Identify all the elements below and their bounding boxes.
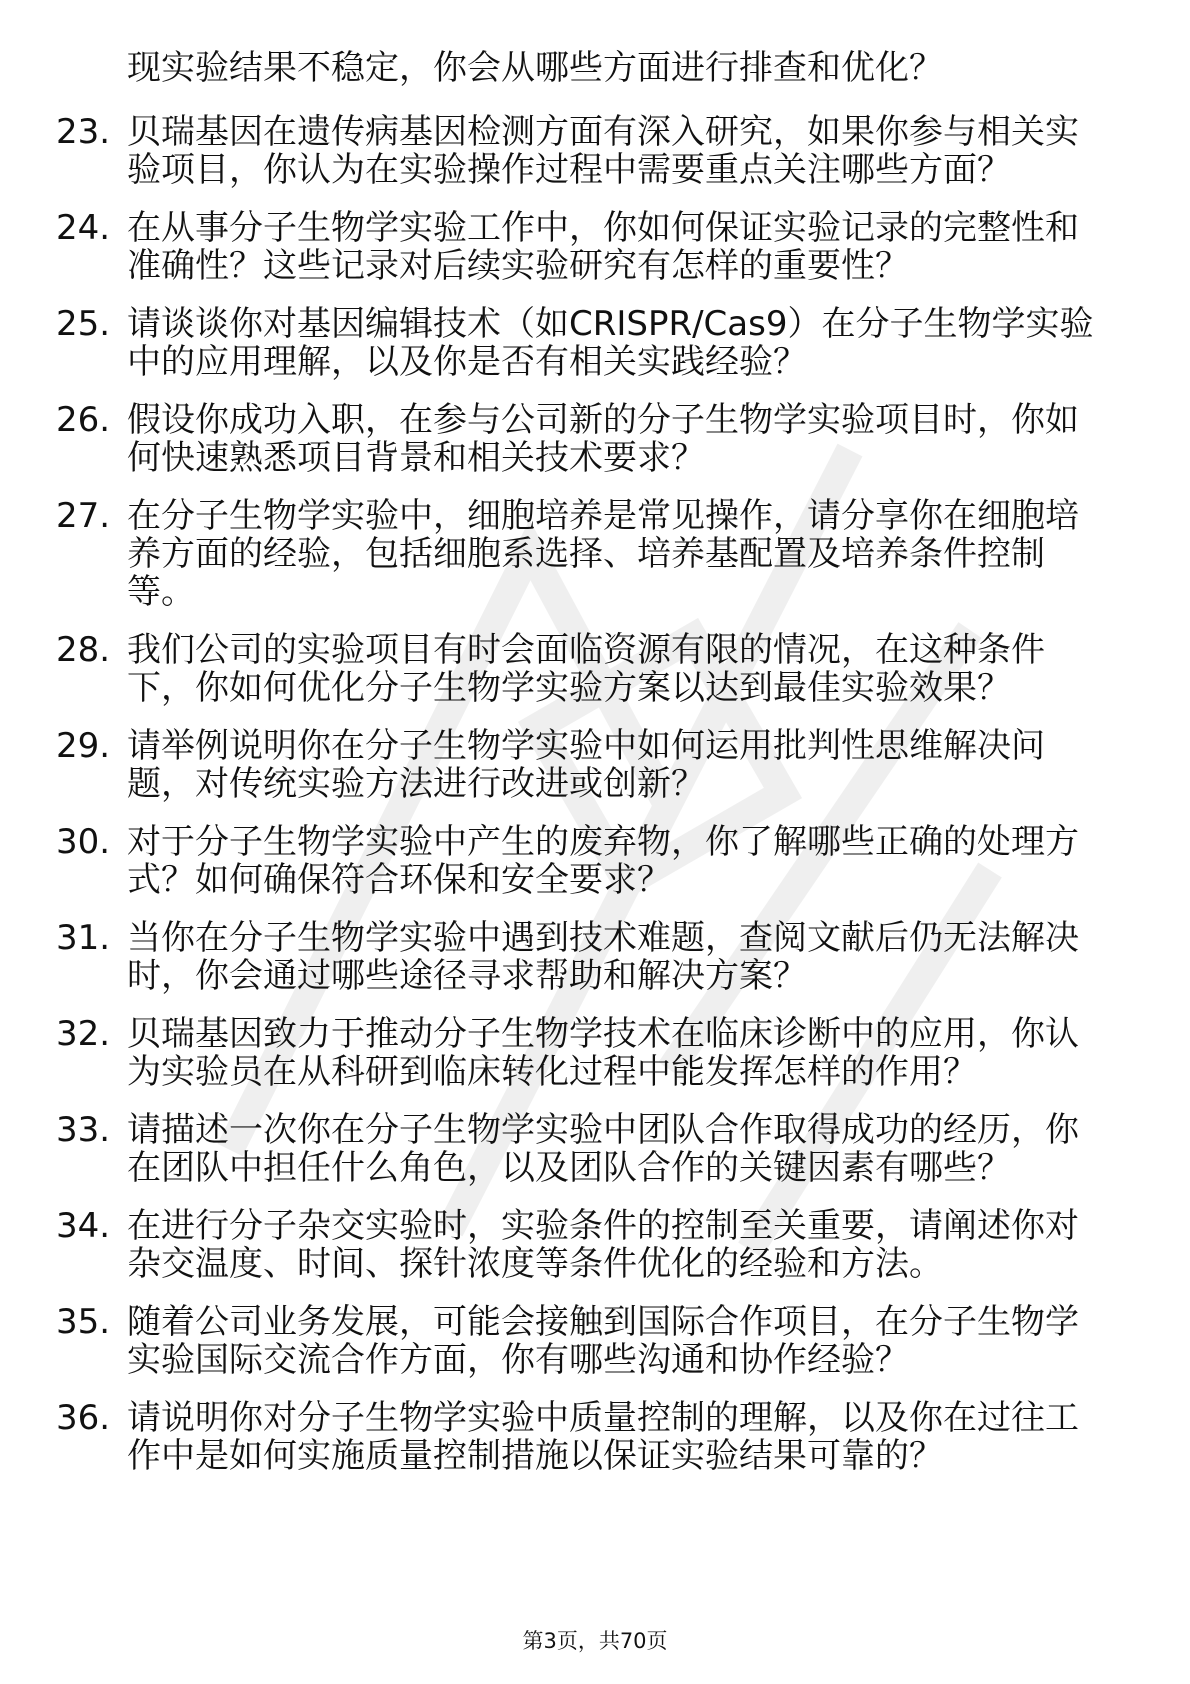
- question-24-line-2: 准确性？这些记录对后续实验研究有怎样的重要性？: [127, 246, 909, 286]
- question-28-line-1: 我们公司的实验项目有时会面临资源有限的情况，在这种条件: [127, 630, 1045, 670]
- question-number-28: 28.: [56, 630, 111, 670]
- question-35-line-2: 实验国际交流合作方面，你有哪些沟通和协作经验？: [127, 1340, 909, 1380]
- question-34-line-1: 在进行分子杂交实验时，实验条件的控制至关重要，请阐述你对: [127, 1206, 1079, 1246]
- question-number-24: 24.: [56, 208, 111, 248]
- question-number-34: 34.: [56, 1206, 111, 1246]
- question-29-line-2: 题，对传统实验方法进行改进或创新？: [127, 764, 705, 804]
- question-number-36: 36.: [56, 1398, 111, 1438]
- question-number-29: 29.: [56, 726, 111, 766]
- question-number-32: 32.: [56, 1014, 111, 1054]
- question-35-line-1: 随着公司业务发展，可能会接触到国际合作项目，在分子生物学: [127, 1302, 1079, 1342]
- question-30-line-1: 对于分子生物学实验中产生的废弃物，你了解哪些正确的处理方: [127, 822, 1079, 862]
- continuation-line: 现实验结果不稳定，你会从哪些方面进行排查和优化？: [127, 48, 943, 88]
- question-25-line-1: 请谈谈你对基因编辑技术（如CRISPR/Cas9）在分子生物学实验: [127, 304, 1094, 344]
- question-30-line-2: 式？如何确保符合环保和安全要求？: [127, 860, 671, 900]
- question-32-line-2: 为实验员在从科研到临床转化过程中能发挥怎样的作用？: [127, 1052, 977, 1092]
- question-36-line-2: 作中是如何实施质量控制措施以保证实验结果可靠的？: [127, 1436, 943, 1476]
- question-26-line-2: 何快速熟悉项目背景和相关技术要求？: [127, 438, 705, 478]
- question-25-line-2: 中的应用理解，以及你是否有相关实践经验？: [127, 342, 807, 382]
- question-32-line-1: 贝瑞基因致力于推动分子生物学技术在临床诊断中的应用，你认: [127, 1014, 1079, 1054]
- question-33-line-1: 请描述一次你在分子生物学实验中团队合作取得成功的经历，你: [127, 1110, 1079, 1150]
- question-27-line-2: 养方面的经验，包括细胞系选择、培养基配置及培养条件控制: [127, 534, 1045, 574]
- question-23-line-2: 验项目，你认为在实验操作过程中需要重点关注哪些方面？: [127, 150, 1011, 190]
- question-33-line-2: 在团队中担任什么角色，以及团队合作的关键因素有哪些？: [127, 1148, 1011, 1188]
- question-29-line-1: 请举例说明你在分子生物学实验中如何运用批判性思维解决问: [127, 726, 1045, 766]
- question-number-26: 26.: [56, 400, 111, 440]
- question-31-line-2: 时，你会通过哪些途径寻求帮助和解决方案？: [127, 956, 807, 996]
- question-number-27: 27.: [56, 496, 111, 536]
- question-23-line-1: 贝瑞基因在遗传病基因检测方面有深入研究，如果你参与相关实: [127, 112, 1079, 152]
- question-26-line-1: 假设你成功入职，在参与公司新的分子生物学实验项目时，你如: [127, 400, 1079, 440]
- question-number-30: 30.: [56, 822, 111, 862]
- question-34-line-2: 杂交温度、时间、探针浓度等条件优化的经验和方法。: [127, 1244, 943, 1284]
- question-27-line-1: 在分子生物学实验中，细胞培养是常见操作，请分享你在细胞培: [127, 496, 1079, 536]
- question-number-25: 25.: [56, 304, 111, 344]
- page-footer: 第3页，共70页: [522, 1629, 668, 1653]
- question-number-23: 23.: [56, 112, 111, 152]
- question-number-33: 33.: [56, 1110, 111, 1150]
- question-number-35: 35.: [56, 1302, 111, 1342]
- question-36-line-1: 请说明你对分子生物学实验中质量控制的理解，以及你在过往工: [127, 1398, 1079, 1438]
- question-27-line-3: 等。: [127, 572, 195, 612]
- question-31-line-1: 当你在分子生物学实验中遇到技术难题，查阅文献后仍无法解决: [127, 918, 1079, 958]
- question-24-line-1: 在从事分子生物学实验工作中，你如何保证实验记录的完整性和: [127, 208, 1079, 248]
- question-28-line-2: 下，你如何优化分子生物学实验方案以达到最佳实验效果？: [127, 668, 1011, 708]
- question-number-31: 31.: [56, 918, 111, 958]
